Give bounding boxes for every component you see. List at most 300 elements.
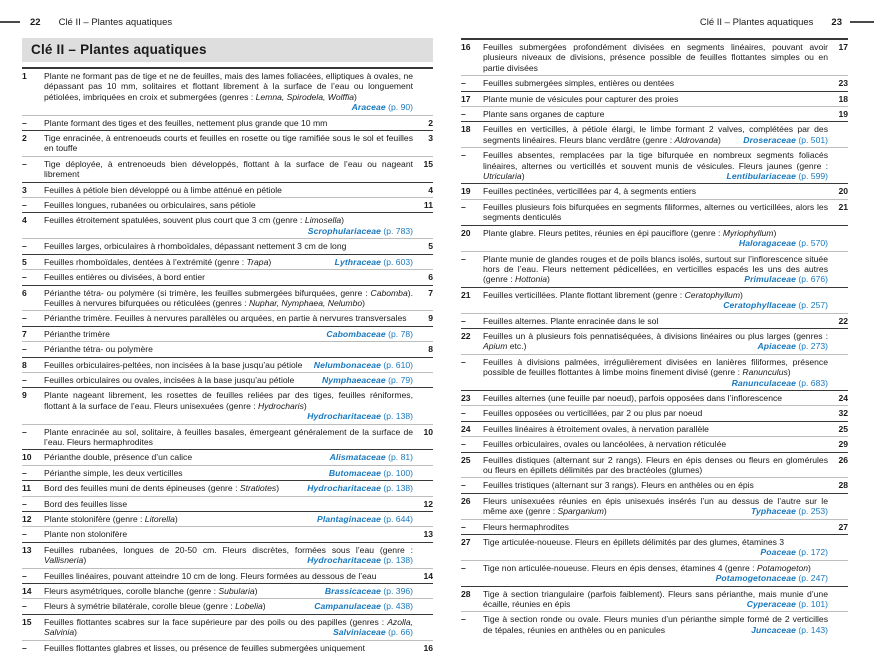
family-page-ref: (p. 253): [798, 506, 828, 517]
lead-text: Feuilles alternes (une feuille par noeud), parfois opposées dans l’inflorescence: [483, 392, 783, 403]
lead-number: –: [461, 201, 466, 212]
family-reference: [747, 599, 828, 609]
lead-text: Feuilles larges, orbiculaires à rhomboïdales, dépassant nettement 3 cm de long: [44, 241, 347, 252]
page-number-left: 22: [30, 16, 41, 28]
lead-text: Plante sans organes de capture: [483, 109, 605, 120]
key-lead-row: [22, 615, 433, 641]
family-reference: [314, 360, 413, 370]
family-name: Droseraceae: [743, 134, 796, 145]
lead-number: –: [461, 521, 466, 532]
lead-number: 18: [461, 124, 471, 135]
lead-target-number: 27: [838, 521, 848, 532]
page-number-right: 23: [831, 16, 842, 28]
family-page-ref: (p. 143): [798, 624, 828, 635]
lead-text: Bord des feuilles lisse: [44, 498, 128, 509]
lead-target-number: 7: [428, 287, 433, 298]
family-name: Apiaceae: [757, 341, 796, 352]
lead-target-number: 21: [838, 201, 848, 212]
family-name: Hydrocharitaceae: [307, 555, 381, 566]
lead-number: –: [461, 253, 466, 264]
family-page-ref: (p. 172): [798, 547, 828, 558]
key-lead-row: [461, 122, 848, 148]
lead-target-number: [413, 601, 433, 611]
family-name: Hydrocharitaceae: [307, 483, 381, 494]
family-name: Nymphaeaceae: [321, 374, 386, 385]
family-reference: [325, 586, 413, 596]
lead-text: Feuilles linéaires à étroitement ovales, à nervation parallèle: [483, 423, 709, 434]
lead-number: 11: [22, 483, 32, 494]
family-reference: [739, 238, 828, 248]
lead-target-number: 8: [428, 344, 433, 355]
lead-number: –: [22, 642, 27, 653]
lead-text: Périanthe trimère. Feuilles à nervures parallèles ou arquées, en partie à nervures transversales: [44, 313, 407, 324]
family-reference: [352, 102, 413, 112]
lead-text: Feuilles verticillées. Plante flottant librement (genre : Ceratophyllum) Ceratophyllaceae (p. 257): [483, 289, 828, 311]
lead-target-number: 12: [423, 498, 433, 509]
lead-text: Feuilles distiques (alternant sur 2 rangs). Fleurs en épis denses ou fleurs en glomérules ou fleurs en épillets délimités par des bractéoles (glumes): [483, 454, 828, 475]
lead-target-number: [828, 254, 848, 285]
lead-text: Fleurs asymétriques, corolle blanche (genre : Subularia) Brassicaceae (p. 396): [44, 586, 413, 597]
family-name: Campanulaceae: [314, 601, 381, 612]
key-lead-row: [22, 527, 433, 542]
lead-number: 9: [22, 390, 27, 401]
lead-text: Feuilles pectinées, verticillées par 4, à segments entiers: [483, 186, 697, 197]
lead-number: –: [22, 601, 27, 612]
margin-rule-left: [0, 21, 20, 23]
family-name: Cyperaceae: [746, 599, 796, 610]
lead-target-number: [413, 329, 433, 339]
running-title-right: Clé II – Plantes aquatiques: [699, 16, 814, 28]
lead-text: Feuilles orbiculaires-peltées, non incisées à la base jusqu’au pétiole Nelumbonaceae (p. 610): [44, 359, 413, 370]
lead-target-number: 13: [423, 529, 433, 540]
lead-text: Plante glabre. Fleurs petites, réunies en épi pauciflore (genre : Myriophyllum) Haloragaceae (p. 570): [483, 227, 828, 249]
key-lead-row: [461, 478, 848, 493]
family-page-ref: (p. 79): [388, 374, 413, 385]
lead-target-number: [413, 617, 433, 638]
key-lead-row: [22, 157, 433, 183]
family-name: Lentibulariaceae: [726, 171, 796, 182]
lead-target-number: 24: [838, 392, 848, 403]
key-lead-row: [22, 543, 433, 569]
lead-target-number: [828, 228, 848, 249]
family-name: Poaceae: [760, 547, 796, 558]
lead-target-number: [413, 71, 433, 113]
lead-number: 14: [22, 586, 32, 597]
key-lead-row: [22, 342, 433, 357]
lead-number: 28: [461, 588, 471, 599]
key-lead-row: [22, 270, 433, 285]
lead-text: Bord des feuilles muni de dents épineuses (genre : Stratiotes) Hydrocharitaceae (p. 138): [44, 483, 413, 494]
lead-text: Fleurs unisexuées réunies en épis unisexués insérés l’un au dessus de l’autre sur le même axe (genre : Sparganium) Typhaceae (p. 253): [483, 495, 828, 517]
lead-target-number: 29: [838, 439, 848, 450]
lead-target-number: [413, 360, 433, 370]
key-lead-row: [22, 183, 433, 198]
lead-number: 22: [461, 330, 471, 341]
lead-text: Périanthe trimère Cabombaceae (p. 78): [44, 328, 413, 339]
key-lead-row: [22, 373, 433, 388]
lead-target-number: 15: [423, 158, 433, 169]
lead-text: Feuilles submergées simples, entières ou dentées: [483, 78, 675, 89]
lead-text: Plante formant des tiges et des feuilles, nettement plus grande que 10 mm: [44, 117, 328, 128]
family-name: Salviniaceae: [332, 627, 386, 638]
key-lead-row: [461, 226, 848, 252]
lead-number: –: [22, 529, 27, 540]
lead-number: –: [461, 480, 466, 491]
lead-text: Feuilles orbiculaires ou ovales, incisées à la base jusqu’au pétiole Nymphaeaceae (p. 79): [44, 374, 413, 385]
key-lead-row: [461, 494, 848, 520]
key-lead-row: [22, 116, 433, 131]
lead-text: Tige déployée, à entrenoeuds bien développés, flottant à la surface de l’eau ou nageant librement: [44, 158, 413, 180]
family-reference: [307, 483, 413, 493]
key-list-right: [461, 38, 848, 637]
key-lead-row: [461, 76, 848, 91]
key-lead-row: [22, 213, 433, 239]
key-lead-row: [22, 239, 433, 254]
lead-text: Feuilles rhomboïdales, dentées à l’extrémité (genre : Trapa) Lythraceae (p. 603): [44, 256, 413, 267]
key-lead-row: [461, 422, 848, 437]
family-page-ref: (p. 81): [388, 452, 413, 463]
lead-target-number: 4: [428, 184, 433, 195]
section-title: Clé II – Plantes aquatiques: [31, 42, 207, 57]
lead-text: Périanthe tétra- ou polymère (si trimère, les feuilles submergées bifurquées, genre : Cabomba). Feuilles à nervures bifurquées ou réticulées (genres : Nuphar, Nymphaea, Nelumbo): [44, 287, 413, 308]
lead-text: Tige articulée-noueuse. Fleurs en épillets délimités par des glumes, étamines 3 Poaceae (p. 172): [483, 537, 828, 558]
lead-text: Feuilles longues, rubanées ou orbiculaires, sans pétiole: [44, 200, 256, 211]
key-lead-row: [461, 288, 848, 314]
key-lead-row: [461, 148, 848, 184]
lead-text: Feuilles étroitement spatulées, souvent plus court que 3 cm (genre : Limosella) Scrophulariaceae (p. 783): [44, 215, 413, 236]
key-lead-row: [461, 252, 848, 288]
lead-number: –: [22, 467, 27, 478]
lead-number: 17: [461, 93, 471, 104]
lead-target-number: [828, 496, 848, 517]
lead-target-number: [413, 452, 433, 462]
key-lead-row: [461, 92, 848, 107]
key-lead-row: [22, 481, 433, 496]
lead-target-number: [413, 257, 433, 267]
lead-number: –: [461, 562, 466, 573]
family-name: Haloragaceae: [738, 238, 796, 249]
family-page-ref: (p. 438): [383, 601, 413, 612]
lead-number: 26: [461, 495, 471, 506]
lead-text: Tige à section triangulaire (parfois faiblement). Fleurs sans périanthe, mais munie d’une écaille, réunies en épis Cyperaceae (p. 101): [483, 588, 828, 610]
lead-number: –: [22, 158, 27, 169]
family-name: Typhaceae: [750, 506, 796, 517]
lead-target-number: 9: [428, 313, 433, 324]
family-reference: [732, 378, 828, 388]
family-page-ref: (p. 610): [383, 359, 413, 370]
family-reference: [333, 627, 413, 637]
key-lead-row: [22, 255, 433, 270]
lead-number: –: [22, 313, 27, 324]
lead-target-number: [413, 514, 433, 524]
lead-target-number: 3: [428, 133, 433, 144]
lead-number: –: [461, 150, 466, 161]
lead-text: Feuilles submergées profondément divisées en segments linéaires, pouvant avoir plusieurs niveaux de divisions, présence possible de feuilles flottantes simples ou en partie divisées: [483, 42, 828, 73]
running-head-right: [461, 15, 848, 29]
lead-target-number: 6: [428, 272, 433, 283]
lead-text: Plante munie de glandes rouges et de poils blancs isolés, surtout sur l’inflorescence située hors de l’eau. Fleurs nettement pédicellées, en verticilles espacés les uns des autres (genre : Hottonia) Primulaceae (p. 676): [483, 253, 828, 285]
family-page-ref: (p. 783): [383, 225, 413, 236]
family-name: Ceratophyllaceae: [723, 300, 796, 311]
lead-text: Plante enracinée au sol, solitaire, à feuilles basales, émergeant généralement de la surface de l’eau. Fleurs hermaphrodites: [44, 426, 413, 447]
family-page-ref: (p. 676): [798, 274, 828, 285]
page-left: [22, 15, 433, 655]
family-name: Ranunculaceae: [731, 377, 796, 388]
family-reference: [727, 171, 828, 181]
lead-number: 21: [461, 289, 471, 300]
family-reference: [317, 514, 413, 524]
family-name: Butomaceae: [328, 467, 381, 478]
key-lead-row: [461, 184, 848, 199]
lead-number: –: [22, 200, 27, 211]
family-reference: [330, 452, 413, 462]
key-lead-row: [461, 200, 848, 226]
lead-target-number: [828, 290, 848, 311]
lead-target-number: 28: [838, 480, 848, 491]
key-lead-row: [22, 599, 433, 614]
key-list-left: [22, 67, 433, 655]
lead-target-number: [828, 537, 848, 558]
lead-number: 12: [22, 514, 32, 524]
family-name: Scrophulariaceae: [307, 225, 381, 236]
family-reference: [307, 411, 413, 421]
lead-target-number: [828, 589, 848, 610]
family-reference: [723, 300, 828, 310]
key-lead-row: [22, 286, 433, 312]
family-page-ref: (p. 257): [798, 300, 828, 311]
family-page-ref: (p. 90): [388, 102, 413, 113]
lead-text: Plante non stolonifère: [44, 529, 128, 540]
lead-target-number: 18: [838, 93, 848, 104]
lead-number: –: [22, 344, 27, 355]
family-page-ref: (p. 101): [798, 599, 828, 610]
lead-text: Feuilles un à plusieurs fois pennatiséquées, à divisions linéaires ou plus larges (genres : Apium etc.) Apiaceae (p. 273): [483, 330, 828, 352]
lead-text: Feuilles rubanées, longues de 20-50 cm. Fleurs discrètes, formées sous l’eau (genre : Vallisneria) Hydrocharitaceae (p. 138): [44, 544, 413, 566]
key-lead-row: [461, 453, 848, 479]
key-lead-row: [22, 358, 433, 373]
family-name: Araceae: [351, 102, 386, 113]
lead-number: 5: [22, 256, 27, 267]
lead-number: –: [22, 117, 27, 128]
key-lead-row: [461, 329, 848, 355]
family-name: Lythraceae: [334, 256, 381, 267]
running-title-left: Clé II – Plantes aquatiques: [58, 16, 173, 28]
lead-target-number: [413, 375, 433, 385]
family-page-ref: (p. 66): [388, 627, 413, 638]
family-name: Primulaceae: [744, 274, 796, 285]
lead-number: 6: [22, 287, 27, 298]
lead-target-number: [828, 124, 848, 145]
lead-text: Périanthe simple, les deux verticilles Butomaceae (p. 100): [44, 467, 413, 478]
lead-number: 13: [22, 544, 32, 555]
lead-text: Feuilles à pétiole bien développé ou à limbe atténué en pétiole: [44, 184, 282, 195]
lead-text: Plante stolonifère (genre : Litorella) Plantaginaceae (p. 644): [44, 514, 413, 524]
lead-text: Feuilles entières ou divisées, à bord entier: [44, 272, 205, 283]
lead-number: 3: [22, 184, 27, 195]
family-reference: [744, 274, 828, 284]
key-lead-row: [461, 520, 848, 535]
lead-target-number: 5: [428, 241, 433, 252]
family-reference: [307, 555, 413, 565]
key-lead-row: [461, 314, 848, 329]
family-reference: [751, 625, 828, 635]
key-lead-row: [22, 512, 433, 527]
lead-target-number: [828, 150, 848, 181]
family-reference: [335, 257, 413, 267]
lead-text: Plante munie de vésicules pour capturer des proies: [483, 93, 679, 104]
lead-number: –: [22, 272, 27, 283]
lead-text: Feuilles opposées ou verticillées, par 2 ou plus par noeud: [483, 408, 703, 419]
family-name: Potamogetonaceae: [715, 573, 796, 584]
lead-target-number: 23: [838, 78, 848, 89]
family-name: Nelumbonaceae: [313, 359, 381, 370]
lead-text: Feuilles linéaires, pouvant atteindre 10 cm de long. Fleurs formées au dessous de l’eau: [44, 570, 377, 581]
running-head-left: [22, 15, 433, 29]
lead-number: –: [461, 315, 466, 326]
lead-text: Tige à section ronde ou ovale. Fleurs munies d’un périanthe simple formé de 2 verticilles de tépales, réunies en anthèles ou en panicules Juncaceae (p. 143): [483, 614, 828, 635]
lead-number: 24: [461, 423, 471, 434]
lead-number: 19: [461, 186, 471, 197]
key-lead-row: [461, 406, 848, 421]
key-lead-row: [22, 466, 433, 481]
key-lead-row: [461, 561, 848, 587]
lead-number: 15: [22, 616, 32, 627]
lead-number: –: [461, 408, 466, 419]
family-page-ref: (p. 247): [798, 573, 828, 584]
lead-target-number: [413, 468, 433, 478]
key-lead-row: [461, 612, 848, 637]
lead-number: 2: [22, 133, 27, 144]
key-lead-row: [22, 311, 433, 326]
lead-number: –: [461, 439, 466, 450]
lead-text: Périanthe tétra- ou polymère: [44, 344, 153, 355]
family-page-ref: (p. 100): [383, 467, 413, 478]
family-reference: [751, 506, 828, 516]
lead-number: –: [22, 570, 27, 581]
family-reference: [314, 601, 413, 611]
key-lead-row: [461, 535, 848, 561]
key-lead-row: [461, 391, 848, 406]
lead-target-number: 2: [428, 117, 433, 128]
lead-number: 4: [22, 215, 27, 226]
lead-target-number: [828, 614, 848, 635]
family-reference: [329, 468, 413, 478]
lead-number: 7: [22, 328, 27, 339]
lead-target-number: [828, 331, 848, 352]
key-lead-row: [461, 40, 848, 76]
lead-target-number: [413, 215, 433, 236]
key-lead-row: [461, 355, 848, 391]
lead-target-number: [828, 563, 848, 584]
lead-target-number: 17: [838, 42, 848, 52]
lead-text: Feuilles orbiculaires, ovales ou lancéolées, à nervation réticulée: [483, 439, 727, 450]
key-lead-row: [22, 69, 433, 116]
key-lead-row: [461, 587, 848, 613]
lead-text: Feuilles absentes, remplacées par la tige bifurquée en nombreux segments foliacés linéaires, alternes ou verticillés et souvent munis de vésicules. Fleurs jaunes (genre : Utricularia) Lentibulariaceae (p. 599): [483, 150, 828, 182]
lead-text: Feuilles à divisions palmées, irrégulièrement divisées en lanières filiformes, présence possible de feuilles flottantes à limbe moins finement divisé (genre : Ranunculus) Ranunculaceae (p. 683): [483, 356, 828, 388]
lead-text: Tige non articulée-noueuse. Fleurs en épis denses, étamines 4 (genre : Potamogeton) Potamogetonaceae (p. 247): [483, 562, 828, 584]
section-title-box: [22, 38, 433, 62]
lead-number: 16: [461, 42, 471, 52]
lead-text: Périanthe double, présence d’un calice Alismataceae (p. 81): [44, 452, 413, 463]
family-page-ref: (p. 570): [798, 238, 828, 249]
family-name: Brassicaceae: [324, 586, 381, 597]
lead-target-number: [413, 483, 433, 493]
lead-text: Feuilles en verticilles, à pétiole élargi, le limbe formant 2 valves, complétées par des segments linéaires. Fleurs blanc verdâtre (genre : Aldrovanda) Droseraceae (p. 501): [483, 124, 828, 145]
key-lead-row: [22, 198, 433, 213]
lead-number: –: [22, 426, 27, 437]
lead-text: Feuilles tristiques (alternant sur 3 rangs). Fleurs en anthèles ou en épis: [483, 480, 754, 491]
family-reference: [757, 341, 828, 351]
lead-text: Feuilles flottantes glabres et lisses, ou présence de feuilles submergées uniquement: [44, 642, 366, 653]
lead-number: –: [22, 374, 27, 385]
lead-number: –: [461, 356, 466, 367]
key-lead-row: [22, 497, 433, 512]
family-page-ref: (p. 501): [798, 134, 828, 145]
key-lead-row: [22, 131, 433, 157]
family-page-ref: (p. 138): [383, 411, 413, 422]
lead-number: –: [22, 498, 27, 509]
family-reference: [743, 135, 828, 145]
lead-number: 25: [461, 454, 471, 465]
family-name: Juncaceae: [751, 624, 796, 635]
lead-number: 27: [461, 537, 471, 548]
lead-target-number: 10: [423, 426, 433, 437]
lead-target-number: 19: [838, 109, 848, 120]
lead-target-number: [413, 390, 433, 421]
lead-text: Feuilles flottantes scabres sur la face supérieure par des poils ou des papilles (genres : Azolla, Salvinia) Salviniaceae (p. 66): [44, 616, 413, 638]
lead-number: 8: [22, 359, 27, 370]
family-page-ref: (p. 396): [383, 586, 413, 597]
family-reference: [308, 226, 413, 236]
family-page-ref: (p. 138): [383, 483, 413, 494]
lead-text: Plante ne formant pas de tige et ne de feuilles, mais des lames foliacées, elliptiques à ovales, ne dépassant pas 10 mm, solitaires et flottant librement à la surface de l’eau ou longuement pétiolées, imbriquées en croix et submergées (genres : Lemna, Spirodela, Wolffia) Araceae (p. 90): [44, 71, 413, 113]
family-reference: [760, 547, 828, 557]
lead-text: Fleurs hermaphrodites: [483, 521, 569, 532]
family-page-ref: (p. 273): [798, 341, 828, 352]
page-right: [461, 15, 848, 655]
margin-rule-right: [850, 21, 874, 23]
family-name: Alismataceae: [329, 452, 386, 463]
lead-number: –: [461, 109, 466, 120]
key-lead-row: [22, 450, 433, 465]
lead-text: Feuilles alternes. Plante enracinée dans le sol: [483, 315, 659, 326]
lead-text: Tige enracinée, à entrenoeuds courts et feuilles en rosette ou tige ramifiée sous le sol et feuilles en touffe: [44, 133, 413, 154]
key-lead-row: [461, 437, 848, 452]
key-lead-row: [22, 388, 433, 424]
family-name: Cabombaceae: [326, 328, 386, 339]
lead-target-number: 25: [838, 423, 848, 434]
family-page-ref: (p. 683): [798, 377, 828, 388]
key-lead-row: [22, 584, 433, 599]
family-reference: [326, 329, 413, 339]
family-reference: [322, 375, 413, 385]
key-lead-row: [461, 107, 848, 122]
lead-target-number: [413, 586, 433, 596]
lead-target-number: 14: [423, 570, 433, 581]
lead-number: 20: [461, 227, 471, 238]
family-page-ref: (p. 78): [388, 328, 413, 339]
lead-target-number: [828, 357, 848, 388]
family-page-ref: (p. 603): [383, 256, 413, 267]
family-name: Plantaginaceae: [317, 514, 381, 524]
family-page-ref: (p. 599): [798, 171, 828, 182]
lead-number: 1: [22, 71, 27, 81]
lead-number: 23: [461, 392, 471, 403]
family-page-ref: (p. 644): [383, 514, 413, 524]
key-lead-row: [22, 569, 433, 584]
family-reference: [716, 573, 828, 583]
